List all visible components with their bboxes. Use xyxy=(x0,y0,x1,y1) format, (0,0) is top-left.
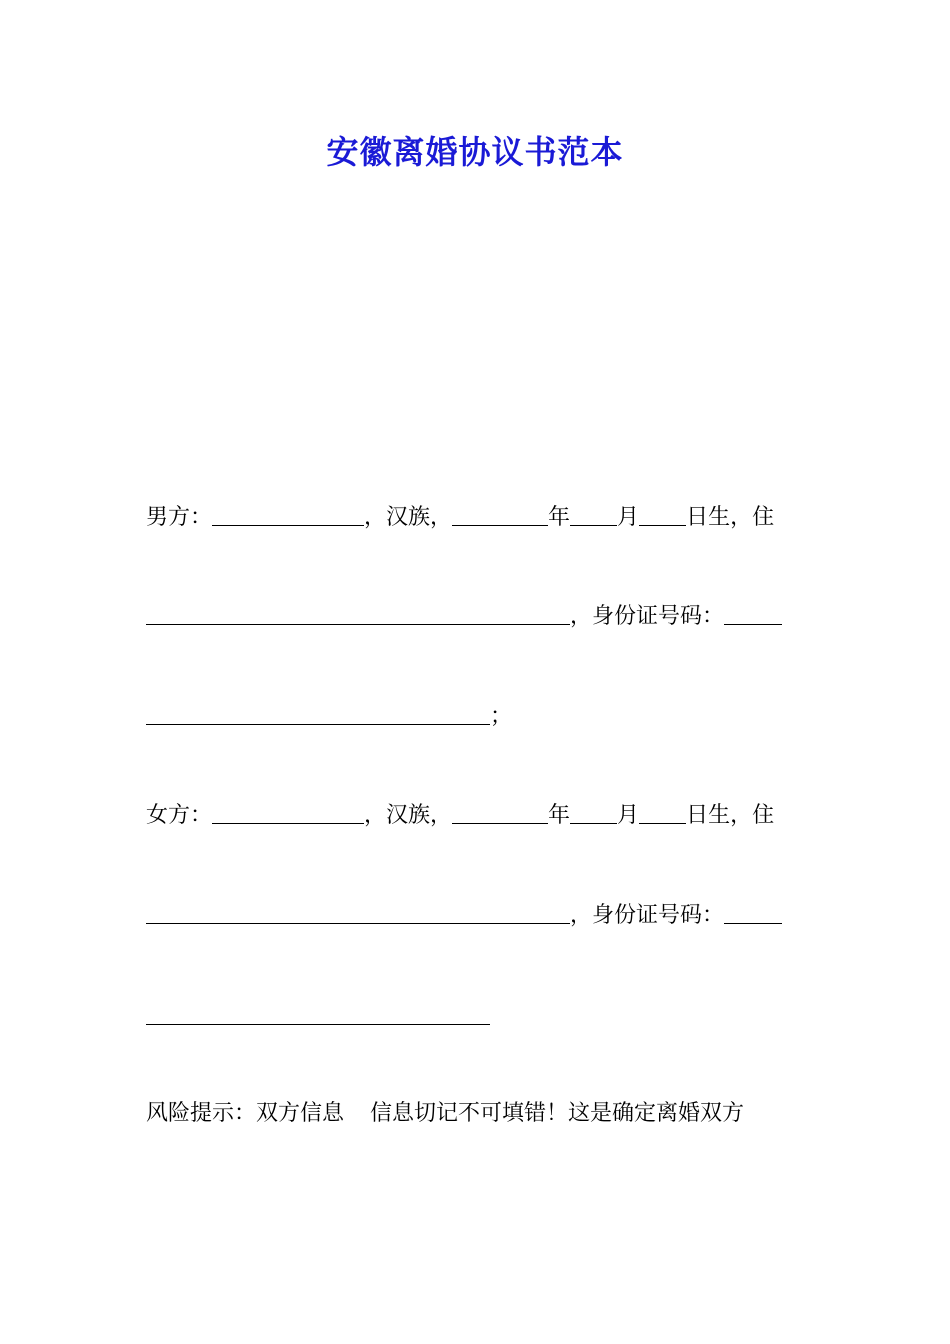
male-info-line xyxy=(146,498,806,538)
female-address-blank[interactable] xyxy=(146,896,570,924)
male-id-blank-end[interactable] xyxy=(146,697,490,725)
risk-notice-line xyxy=(146,1094,806,1134)
male-year-label: 年 xyxy=(548,505,571,530)
male-id-line xyxy=(146,697,806,737)
risk-notice-part1: 风险提示：双方信息 xyxy=(146,1101,345,1126)
risk-notice-part2: 信息切记不可填错！这是确定离婚双方 xyxy=(370,1101,745,1126)
female-label: 女方： xyxy=(146,803,213,828)
female-id-blank-end[interactable] xyxy=(146,1024,490,1025)
female-day-residence-label: 日生，住 xyxy=(686,803,775,828)
male-label: 男方： xyxy=(146,505,213,530)
male-id-blank-start[interactable] xyxy=(724,597,782,625)
female-name-blank[interactable] xyxy=(212,796,364,824)
male-birth-year-blank[interactable] xyxy=(452,498,548,526)
male-end-punctuation: ； xyxy=(490,704,513,729)
male-address-blank[interactable] xyxy=(146,597,570,625)
male-birth-day-blank[interactable] xyxy=(639,498,686,526)
male-name-blank[interactable] xyxy=(212,498,364,526)
female-id-label: ，身份证号码： xyxy=(570,903,725,928)
female-ethnicity-text: ，汉族， xyxy=(364,803,453,828)
male-address-line xyxy=(146,597,806,637)
female-id-blank-start[interactable] xyxy=(724,896,782,924)
female-info-line xyxy=(146,796,806,836)
male-birth-month-blank[interactable] xyxy=(570,498,617,526)
male-ethnicity-text: ，汉族， xyxy=(364,505,453,530)
female-address-line xyxy=(146,896,806,936)
female-birth-year-blank[interactable] xyxy=(452,796,548,824)
male-id-label: ，身份证号码： xyxy=(570,604,725,629)
male-month-label: 月 xyxy=(617,505,640,530)
female-year-label: 年 xyxy=(548,803,571,828)
female-month-label: 月 xyxy=(617,803,640,828)
female-birth-day-blank[interactable] xyxy=(639,796,686,824)
male-day-residence-label: 日生，住 xyxy=(686,505,775,530)
document-title: 安徽离婚协议书范本 xyxy=(326,133,624,171)
female-birth-month-blank[interactable] xyxy=(570,796,617,824)
